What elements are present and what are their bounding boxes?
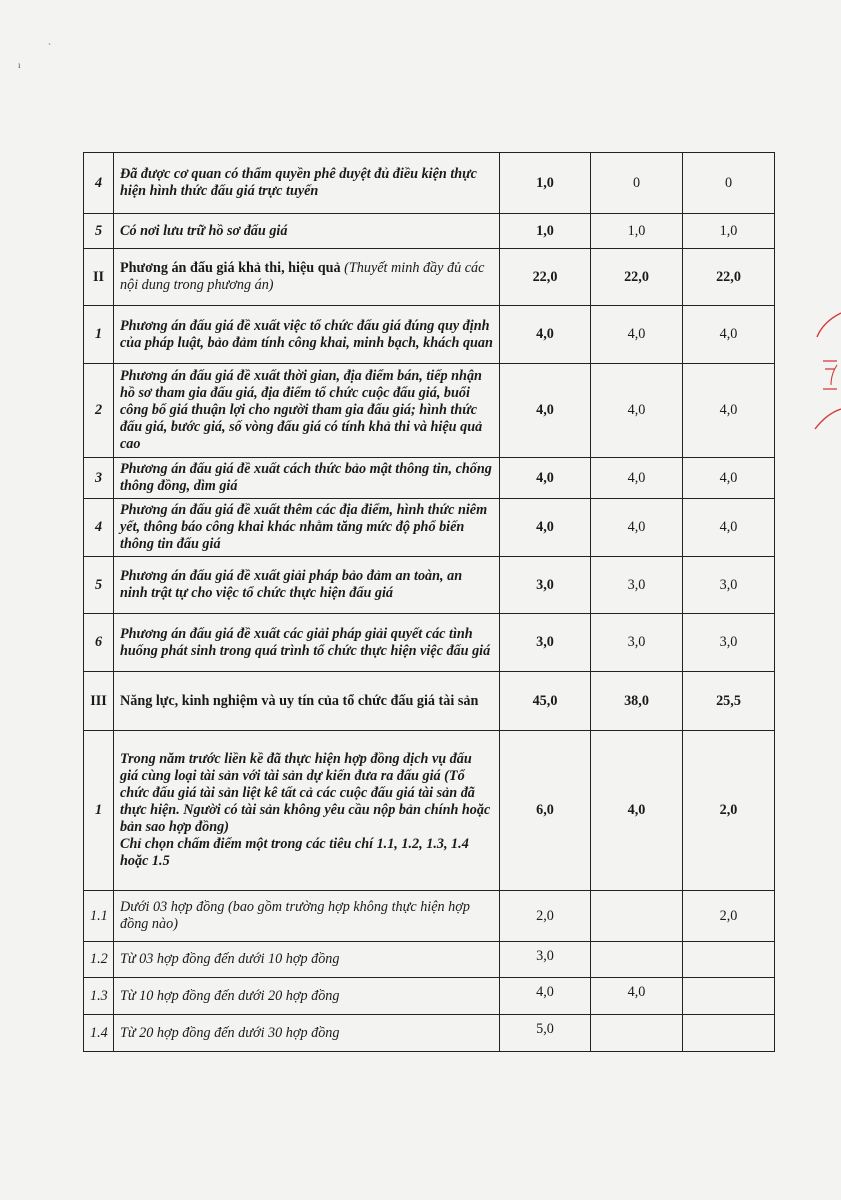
score-b: 4,0 (683, 306, 775, 364)
max-score: 22,0 (500, 249, 591, 306)
table-row (84, 364, 775, 458)
criterion-text: Dưới 03 hợp đồng (bao gồm trường hợp không thực hiện hợp đồng nào) (114, 891, 500, 942)
max-score: 3,0 (500, 614, 591, 672)
table-row (84, 458, 775, 499)
score-a: 3,0 (591, 557, 683, 614)
score-b (683, 1015, 775, 1052)
criterion-text: Từ 10 hợp đồng đến dưới 20 hợp đồng (114, 978, 500, 1015)
table-row (84, 306, 775, 364)
table-row (84, 942, 775, 978)
criterion-text: Phương án đấu giá đề xuất thêm các địa điểm, hình thức niêm yết, thông báo công khai khác nhằm tăng mức độ phổ biến thông tin đấu giá (114, 499, 500, 557)
criterion-text: Phương án đấu giá đề xuất các giải pháp giải quyết các tình huống phát sinh trong quá trình tổ chức thực hiện việc đấu giá (114, 614, 500, 672)
criterion-text: Từ 20 hợp đồng đến dưới 30 hợp đồng (114, 1015, 500, 1052)
score-a: 4,0 (591, 306, 683, 364)
table-row (84, 672, 775, 731)
criterion-text: Từ 03 hợp đồng đến dưới 10 hợp đồng (114, 942, 500, 978)
score-a (591, 1015, 683, 1052)
row-number: 1.3 (84, 978, 114, 1015)
row-number: 1.1 (84, 891, 114, 942)
score-a: 4,0 (591, 458, 683, 499)
criterion-text: Phương án đấu giá đề xuất cách thức bảo mật thông tin, chống thông đồng, dìm giá (114, 458, 500, 499)
criterion-text: Có nơi lưu trữ hồ sơ đấu giá (114, 214, 500, 249)
max-score: 3,0 (500, 942, 591, 978)
score-a: 3,0 (591, 614, 683, 672)
max-score: 1,0 (500, 214, 591, 249)
max-score: 3,0 (500, 557, 591, 614)
score-a: 4,0 (591, 978, 683, 1015)
score-a: 4,0 (591, 731, 683, 891)
scan-mark: ` (48, 42, 51, 52)
section-note: (Thuyết minh đầy đủ các nội dung trong phương án) (120, 260, 485, 293)
max-score: 5,0 (500, 1015, 591, 1052)
score-b: 22,0 (683, 249, 775, 306)
max-score: 4,0 (500, 364, 591, 458)
score-b (683, 978, 775, 1015)
score-b: 4,0 (683, 364, 775, 458)
table-row (84, 153, 775, 214)
row-number: 6 (84, 614, 114, 672)
max-score: 4,0 (500, 499, 591, 557)
section-title-text: Phương án đấu giá khả thi, hiệu quả (120, 260, 345, 276)
max-score: 1,0 (500, 153, 591, 214)
score-b: 25,5 (683, 672, 775, 731)
max-score: 45,0 (500, 672, 591, 731)
score-a (591, 891, 683, 942)
max-score: 4,0 (500, 306, 591, 364)
max-score: 6,0 (500, 731, 591, 891)
red-stamp-fragment (811, 305, 841, 435)
criterion-text (114, 731, 500, 891)
criterion-main: Trong năm trước liền kề đã thực hiện hợp đồng dịch vụ đấu giá cùng loại tài sản với tài sản dự kiến đưa ra đấu giá (Tổ chức đấu giá tài sản liệt kê tất cả các cuộc đấu giá tài sản đã thực hiện. Người có tài sản không yêu cầu nộp bản chính hoặc bản sao hợp đồng) (120, 751, 491, 835)
table-row (84, 1015, 775, 1052)
criterion-text: Phương án đấu giá đề xuất thời gian, địa điểm bán, tiếp nhận hồ sơ tham gia đấu giá, địa điểm tổ chức cuộc đấu giá, buổi công bố giá thuận lợi cho người tham gia đấu giá; hình thức đấu giá, bước giá, số vòng đấu giá có tính khả thi và hiệu quả cao (114, 364, 500, 458)
row-number: 1 (84, 731, 114, 891)
table-row (84, 499, 775, 557)
criterion-text: Phương án đấu giá đề xuất việc tổ chức đấu giá đúng quy định của pháp luật, bảo đảm tính công khai, minh bạch, khách quan (114, 306, 500, 364)
row-number: 3 (84, 458, 114, 499)
criterion-instruction: Chỉ chọn chấm điểm một trong các tiêu chí 1.1, 1.2, 1.3, 1.4 hoặc 1.5 (120, 836, 469, 869)
criterion-text: Đã được cơ quan có thẩm quyền phê duyệt đủ điều kiện thực hiện hình thức đấu giá trực tuyến (114, 153, 500, 214)
score-b: 1,0 (683, 214, 775, 249)
table-row (84, 891, 775, 942)
score-a: 4,0 (591, 364, 683, 458)
row-number: 1 (84, 306, 114, 364)
table-row (84, 614, 775, 672)
score-a: 0 (591, 153, 683, 214)
row-number: 5 (84, 214, 114, 249)
row-number: 4 (84, 153, 114, 214)
row-number: 5 (84, 557, 114, 614)
score-b: 2,0 (683, 731, 775, 891)
score-b: 3,0 (683, 614, 775, 672)
criterion-text: Phương án đấu giá đề xuất giải pháp bảo đảm an toàn, an ninh trật tự cho việc tổ chức thực hiện đấu giá (114, 557, 500, 614)
section-number: II (84, 249, 114, 306)
score-b: 4,0 (683, 499, 775, 557)
row-number: 4 (84, 499, 114, 557)
score-b (683, 942, 775, 978)
scoring-table (83, 152, 775, 1052)
table-row (84, 214, 775, 249)
row-number: 1.4 (84, 1015, 114, 1052)
row-number: 2 (84, 364, 114, 458)
score-a: 4,0 (591, 499, 683, 557)
row-number: 1.2 (84, 942, 114, 978)
score-a: 22,0 (591, 249, 683, 306)
table-row (84, 731, 775, 891)
score-a: 38,0 (591, 672, 683, 731)
max-score: 2,0 (500, 891, 591, 942)
table-row (84, 557, 775, 614)
score-b: 2,0 (683, 891, 775, 942)
section-title: Năng lực, kinh nghiệm và uy tín của tổ chức đấu giá tài sản (114, 672, 500, 731)
table-row (84, 249, 775, 306)
section-number: III (84, 672, 114, 731)
score-b: 0 (683, 153, 775, 214)
max-score: 4,0 (500, 458, 591, 499)
table-row (84, 978, 775, 1015)
section-title (114, 249, 500, 306)
score-b: 3,0 (683, 557, 775, 614)
score-a (591, 942, 683, 978)
score-a: 1,0 (591, 214, 683, 249)
max-score: 4,0 (500, 978, 591, 1015)
scan-mark: ı (18, 60, 21, 70)
score-b: 4,0 (683, 458, 775, 499)
